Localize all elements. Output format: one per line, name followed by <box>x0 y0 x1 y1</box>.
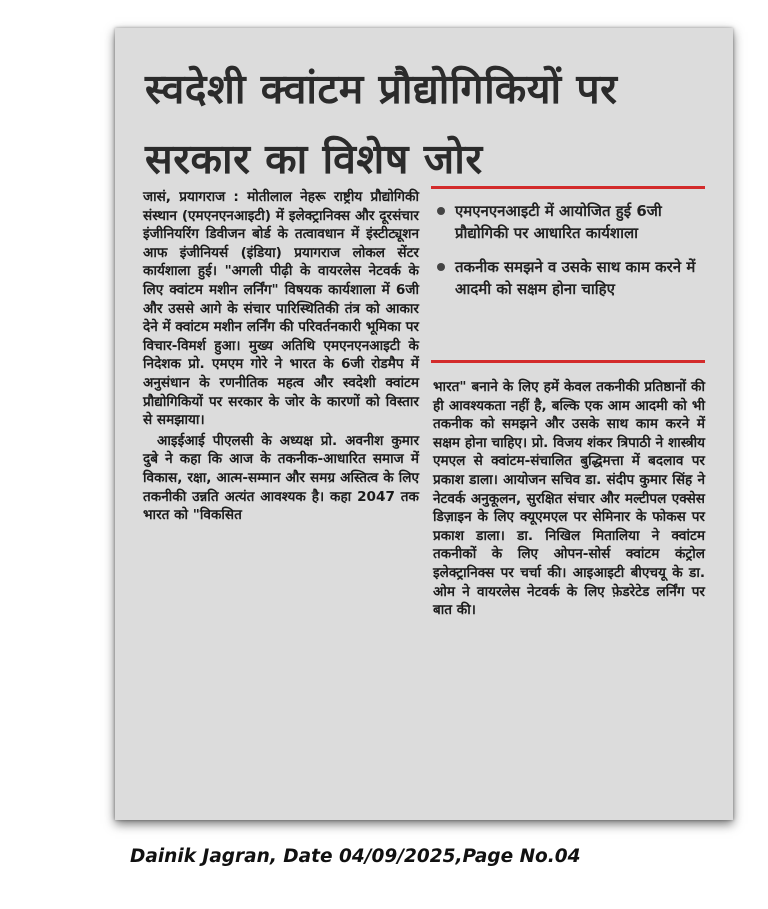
highlight-item <box>433 200 705 244</box>
article-paragraph: आइईआई पीएलसी के अध्यक्ष प्रो. अवनीश कुमार दुबे ने कहा कि आज के तकनीक-आधारित समाज में विकास, रक्षा, आत्म-सम्मान और समग्र अस्तित्व के लिए तकनीकी उन्नति अत्यंत आवश्यक है। कहा 2047 तक भारत को "विकसित <box>143 432 419 524</box>
highlight-text: एमएनएनआइटी में आयोजित हुई 6जी प्रौद्योगिकी पर आधारित कार्यशाला <box>455 202 662 242</box>
article-left-column <box>143 188 419 525</box>
highlight-item <box>433 256 705 300</box>
article-paragraph: भारत" बनाने के लिए हमें केवल तकनीकी प्रतिष्ठानों की ही आवश्यकता नहीं है, बल्कि एक आम आदमी को भी तकनीक को समझने और उसके साथ काम करने में सक्षम होना चाहिए। प्रो. विजय शंकर त्रिपाठी ने शास्त्रीय एमएल से क्वांटम-संचालित बुद्धिमत्ता में बदलाव पर प्रकाश डाला। आयोजन सचिव डा. संदीप कुमार सिंह ने नेटवर्क अनुकूलन, सुरक्षित संचार और मल्टीपल एक्सेस डिज़ाइन के लिए क्यूएमएल पर सेमिनार के फोकस पर प्रकाश डाला। डा. निखिल मितालिया ने क्वांटम तकनीकों के लिए ओपन-सोर्स क्वांटम कंट्रोल इलेक्ट्रानिक्स पर चर्चा की। आइआइटी बीएचयू के डा. ओम ने वायरलेस नेटवर्क के लिए फ़ेडरेटेड लर्निंग पर बात की। <box>433 379 705 619</box>
newspaper-clipping <box>115 28 733 820</box>
source-caption: Dainik Jagran, Date 04/09/2025,Page No.04 <box>130 846 581 867</box>
article-paragraph: जासं, प्रयागराज : मोतीलाल नेहरू राष्ट्रीय प्रौद्योगिकी संस्थान (एमएनएनआइटी) में इलेक्ट्रानिक्स और दूरसंचार इंजीनियरिंग डिवीजन बोर्ड के तत्वावधान में इंस्टीट्यूशन आफ इंजीनियर्स (इंडिया) प्रयागराज लोकल सेंटर कार्यशाला हुई। "अगली पीढ़ी के वायरलेस नेटवर्क के लिए क्वांटम मशीन लर्निंग" विषयक कार्यशाला में 6जी और उससे आगे के संचार पारिस्थितिकी तंत्र को आकार देने में क्वांटम मशीन लर्निंग की परिवर्तनकारी भूमिका पर विचार-विमर्श हुआ। मुख्य अतिथि एमएनएनआइटी के निदेशक प्रो. एमएम गोरे ने भारत के 6जी रोडमैप में अनुसंधान के रणनीतिक महत्व और स्वदेशी क्वांटम प्रौद्योगिकियों पर सरकार के जोर के कारणों को विस्तार से समझाया। <box>143 189 419 429</box>
bullet-icon <box>437 263 445 271</box>
highlight-text: तकनीक समझने व उसके साथ काम करने में आदमी को सक्षम होना चाहिए <box>455 258 696 298</box>
highlight-top-rule <box>431 186 705 189</box>
article-right-column <box>433 378 705 620</box>
bullet-icon <box>437 207 445 215</box>
headline: स्वदेशी क्वांटम प्रौद्योगिकियों पर सरकार का विशेष जोर <box>145 65 618 183</box>
highlights-box <box>433 200 705 312</box>
highlight-bottom-rule <box>431 360 705 363</box>
